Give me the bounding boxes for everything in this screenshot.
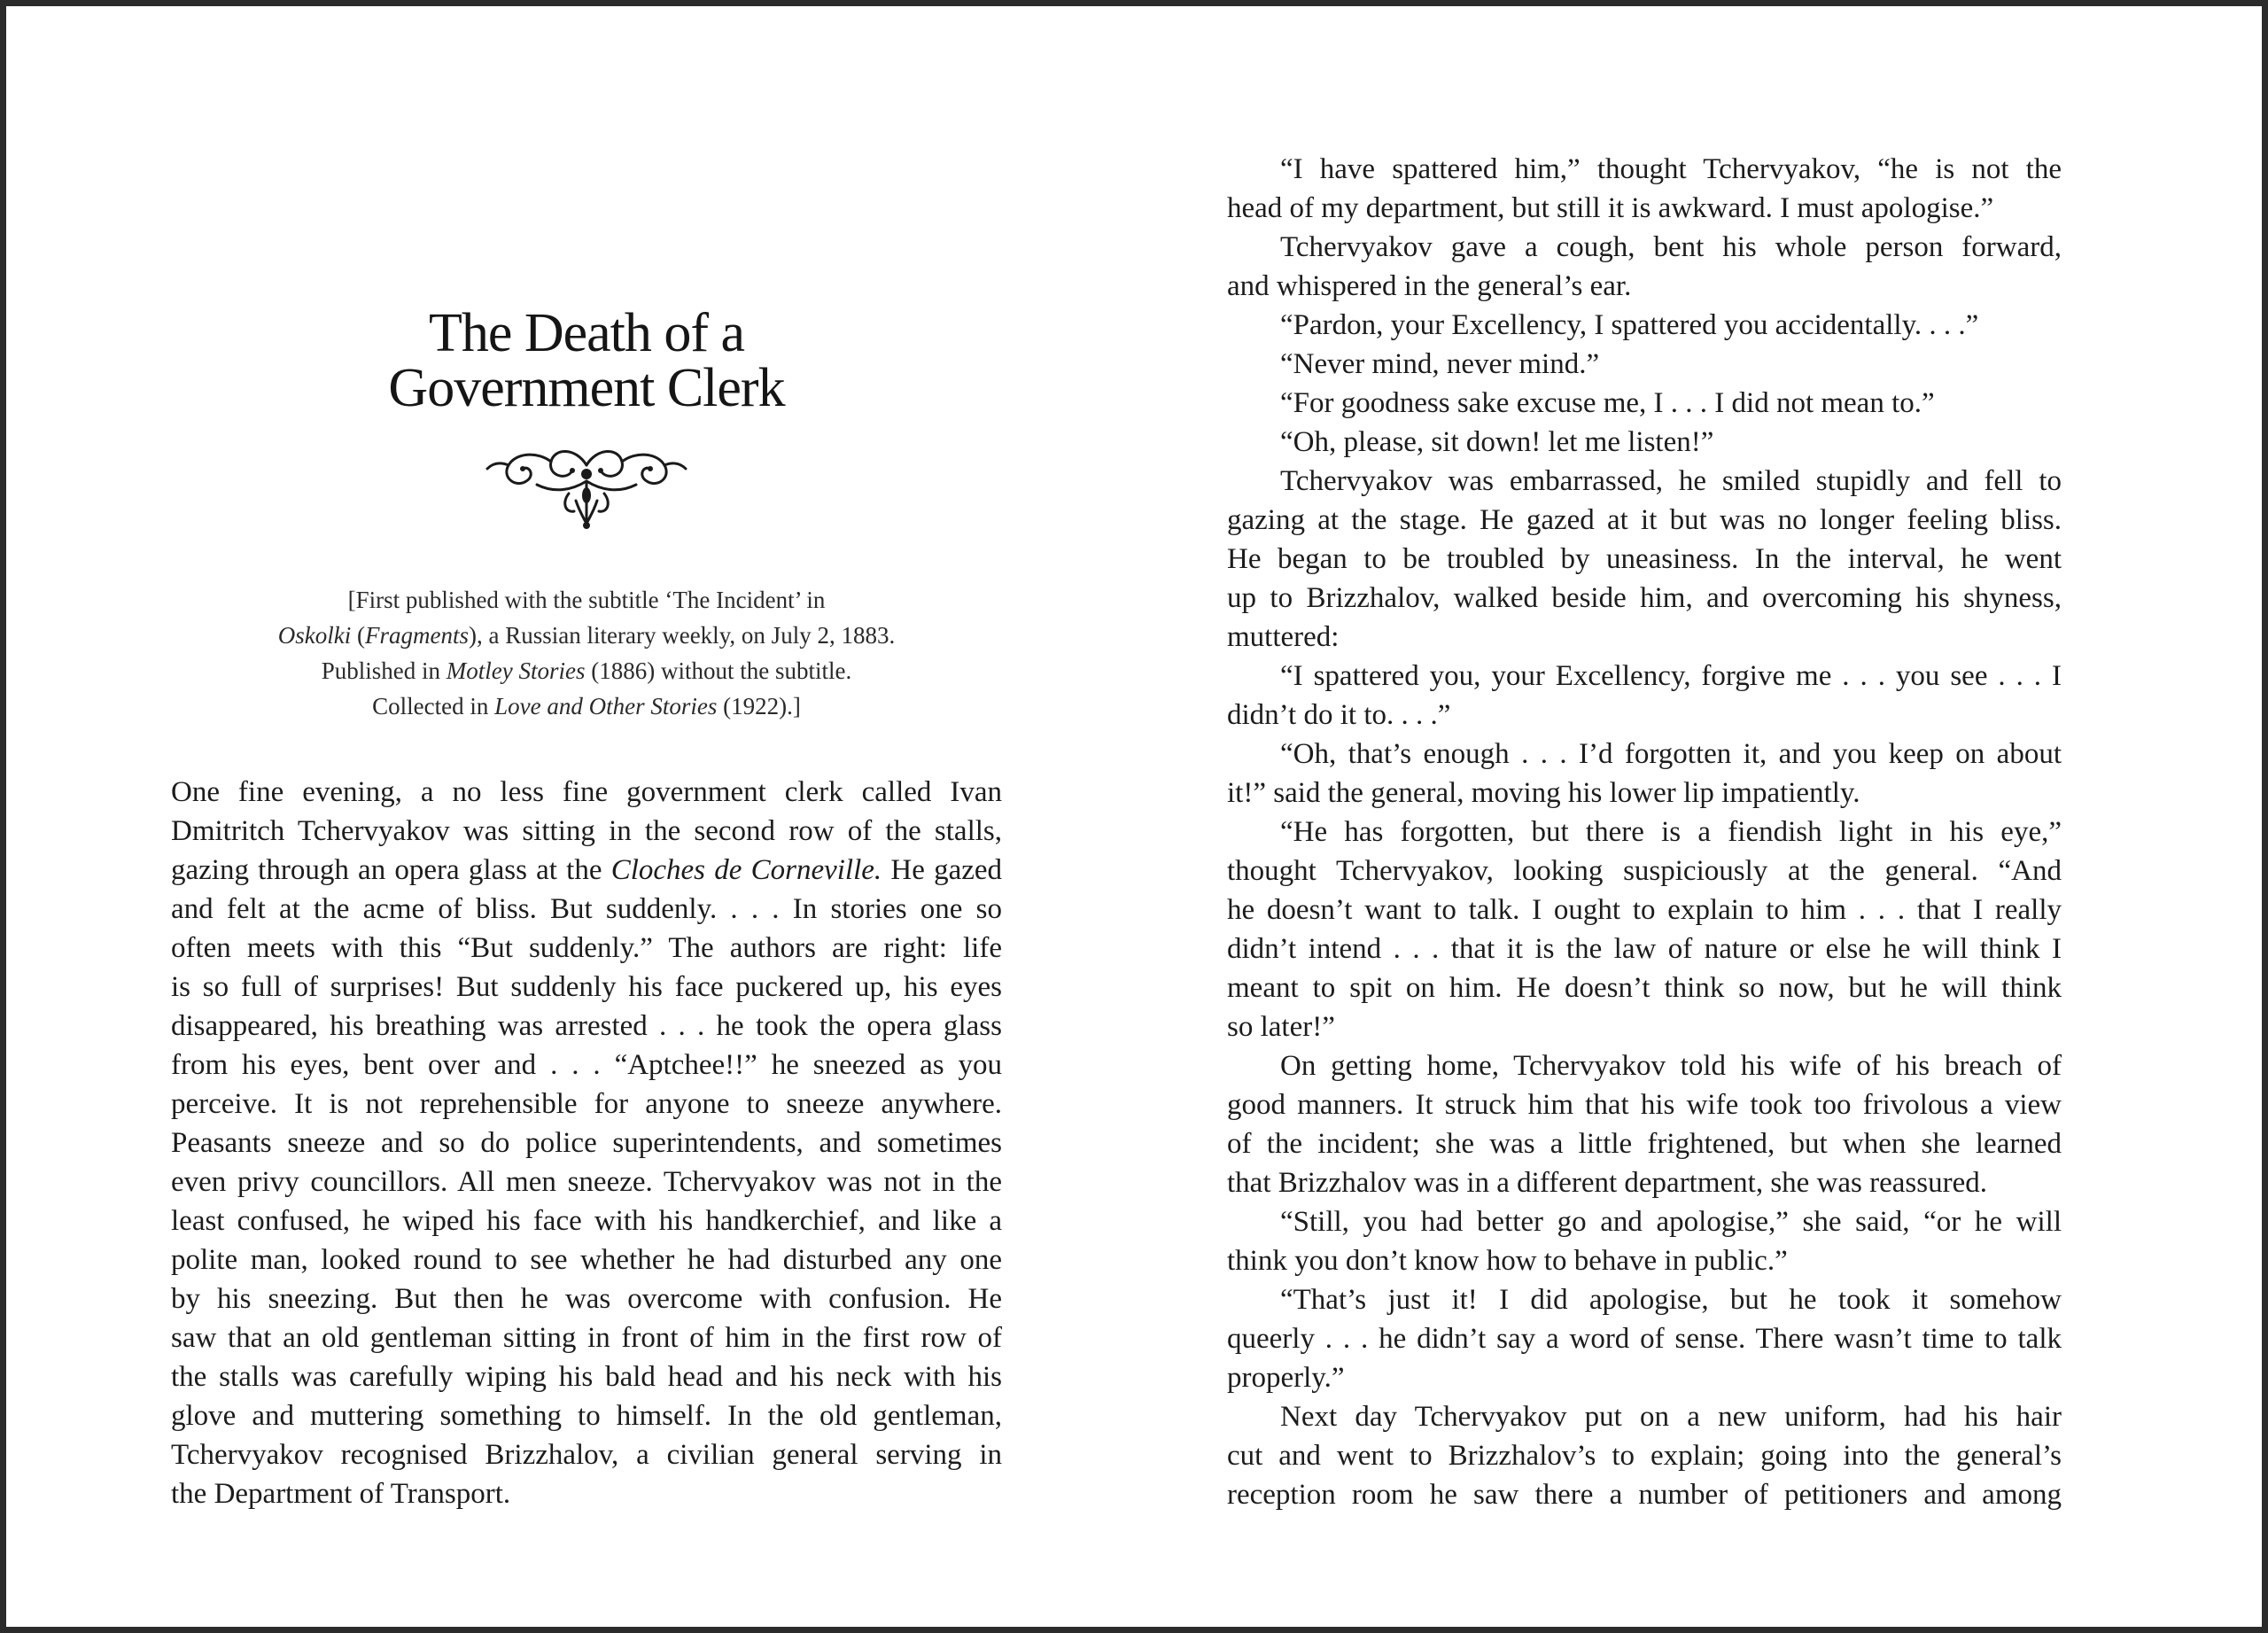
body-line: head of my department, but still it is awkward. I must apologise.” xyxy=(1227,192,1994,224)
body-line: He began to be troubled by uneasiness. In the interval, he went xyxy=(1227,543,2062,575)
body-line: up to Brizzhalov, walked beside him, and overcoming his shyness, xyxy=(1227,582,2062,614)
body-line: Tchervyakov was embarrassed, he smiled stupidly and fell to xyxy=(1280,465,2062,497)
body-line: muttered: xyxy=(1227,621,1340,653)
body-line: is so full of surprises! But suddenly his face puckered up, his eyes xyxy=(171,971,1002,1003)
note-line: Collected in Love and Other Stories (1922).] xyxy=(372,693,801,719)
body-line: perceive. It is not reprehensible for anyone to sneeze anywhere. xyxy=(171,1088,1002,1120)
body-line: by his sneezing. But then he was overcome with confusion. He xyxy=(171,1283,1002,1315)
body-line: so later!” xyxy=(1227,1011,1335,1043)
body-line: often meets with this “But suddenly.” The authors are right: life xyxy=(171,932,1002,964)
body-line: “Oh, please, sit down! let me listen!” xyxy=(1280,426,1714,458)
body-line: properly.” xyxy=(1227,1362,1345,1394)
body-line: from his eyes, bent over and . . . “Aptchee!!” he sneezed as you xyxy=(171,1049,1002,1081)
body-line: saw that an old gentleman sitting in front of him in the first row of xyxy=(171,1322,1002,1354)
publication-note xyxy=(171,582,1002,724)
body-line: “For goodness sake excuse me, I . . . I did not mean to.” xyxy=(1280,387,1935,419)
title-line: The Death of a xyxy=(428,303,745,363)
body-line: he doesn’t want to talk. I ought to explain to him . . . that I really xyxy=(1227,894,2062,926)
body-line: Peasants sneeze and so do police superintendents, and sometimes xyxy=(171,1127,1002,1159)
body-line: Next day Tchervyakov put on a new uniform, had his hair xyxy=(1280,1401,2062,1433)
note-line: [First published with the subtitle ‘The Incident’ in xyxy=(347,587,826,613)
body-line: good manners. It struck him that his wife took too frivolous a view xyxy=(1227,1089,2062,1121)
body-line: the stalls was carefully wiping his bald head and his neck with his xyxy=(171,1361,1002,1393)
body-line: “I have spattered him,” thought Tchervyakov, “he is not the xyxy=(1280,153,2062,185)
body-line: didn’t do it to. . . .” xyxy=(1227,699,1451,731)
body-line: “He has forgotten, but there is a fiendish light in his eye,” xyxy=(1280,816,2062,848)
body-line: On getting home, Tchervyakov told his wife of his breach of xyxy=(1280,1050,2062,1082)
body-line: of the incident; she was a little frightened, but when she learned xyxy=(1227,1128,2062,1160)
body-line: One fine evening, a no less fine government clerk called Ivan xyxy=(171,776,1002,808)
story-title xyxy=(171,303,1002,418)
body-line: “Oh, that’s enough . . . I’d forgotten it, and you keep on about xyxy=(1280,738,2062,770)
body-line: it!” said the general, moving his lower lip impatiently. xyxy=(1227,777,1860,809)
body-line: thought Tchervyakov, looking suspiciously at the general. “And xyxy=(1227,855,2062,887)
title-line: Government Clerk xyxy=(388,358,785,418)
body-line: “That’s just it! I did apologise, but he took it somehow xyxy=(1280,1284,2062,1316)
body-line: Tchervyakov recognised Brizzhalov, a civilian general serving in xyxy=(171,1439,1002,1471)
body-line: Tchervyakov gave a cough, bent his whole person forward, xyxy=(1280,231,2062,263)
body-line: gazing at the stage. He gazed at it but was no longer feeling bliss. xyxy=(1227,504,2062,536)
body-line: polite man, looked round to see whether he had disturbed any one xyxy=(171,1244,1002,1276)
body-line: and felt at the acme of bliss. But suddenly. . . . In stories one so xyxy=(171,893,1002,925)
body-line: cut and went to Brizzhalov’s to explain; going into the general’s xyxy=(1227,1440,2062,1472)
body-line: “Never mind, never mind.” xyxy=(1280,348,1600,380)
body-line: that Brizzhalov was in a different department, she was reassured. xyxy=(1227,1167,1987,1199)
body-line: “I spattered you, your Excellency, forgive me . . . you see . . . I xyxy=(1280,660,2062,692)
body-line: think you don’t know how to behave in public.” xyxy=(1227,1245,1788,1277)
body-line: “Still, you had better go and apologise,” she said, “or he will xyxy=(1280,1206,2062,1238)
body-line: gazing through an opera glass at the Cloches de Corneville. He gazed xyxy=(171,854,1003,886)
body-line: even privy councillors. All men sneeze. Tchervyakov was not in the xyxy=(171,1166,1002,1198)
body-line: queerly . . . he didn’t say a word of sense. There wasn’t time to talk xyxy=(1227,1323,2062,1355)
body-line: the Department of Transport. xyxy=(171,1478,511,1510)
body-line: reception room he saw there a number of petitioners and among xyxy=(1227,1479,2062,1511)
body-line: didn’t intend . . . that it is the law of nature or else he will think I xyxy=(1227,933,2062,965)
body-line: least confused, he wiped his face with his handkerchief, and like a xyxy=(171,1205,1002,1237)
body-line: “Pardon, your Excellency, I spattered you accidentally. . . .” xyxy=(1280,309,1979,341)
note-line: Oskolki (Fragments), a Russian literary weekly, on July 2, 1883. xyxy=(277,622,896,649)
body-line: glove and muttering something to himself. In the old gentleman, xyxy=(171,1400,1002,1432)
body-line: meant to spit on him. He doesn’t think so now, but he will think xyxy=(1227,972,2062,1004)
body-line: disappeared, his breathing was arrested . . . he took the opera glass xyxy=(171,1010,1002,1042)
note-line: Published in Motley Stories (1886) without the subtitle. xyxy=(321,657,852,684)
body-line: Dmitritch Tchervyakov was sitting in the second row of the stalls, xyxy=(171,815,1002,847)
body-line: and whispered in the general’s ear. xyxy=(1227,270,1632,302)
story-body-left xyxy=(171,773,1002,1513)
decorative-flourish-icon xyxy=(484,435,689,533)
story-body-right xyxy=(1227,150,2062,1514)
